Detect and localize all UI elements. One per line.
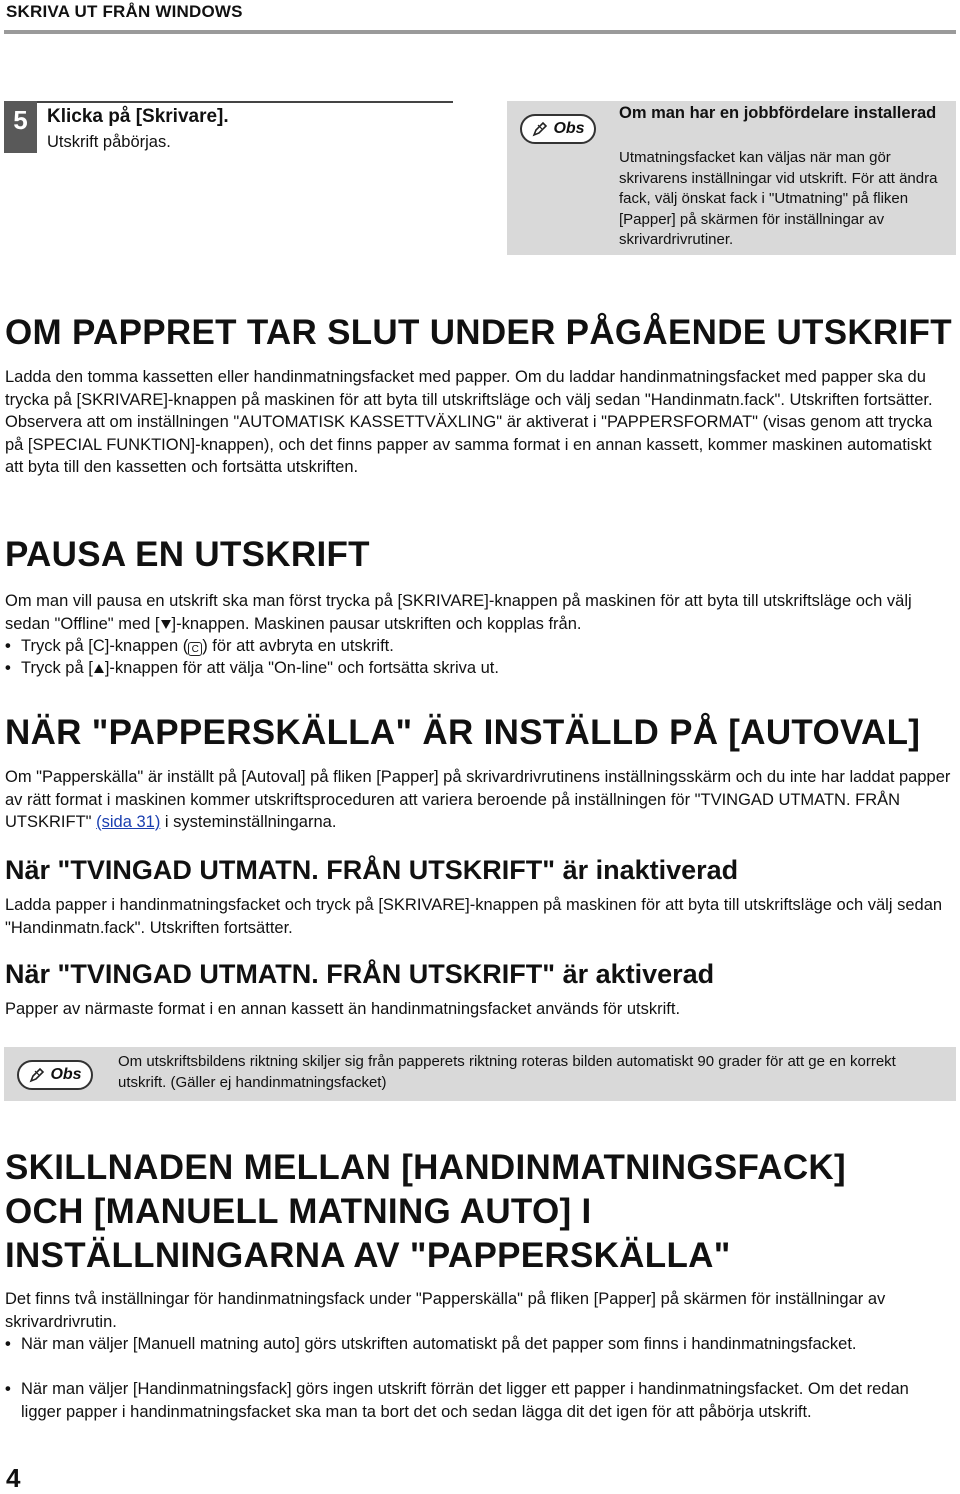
obs-label: Obs xyxy=(50,1066,82,1083)
note-body: Utmatningsfacket kan väljas när man gör skrivarens inställningar vid utskrift. För att ändra fack, välj önskat fack i "Utmatning" på fliken [Papper] på skärmen för inställningar av skrivardrivrutiner. xyxy=(619,149,938,248)
bullet-dot: • xyxy=(5,637,11,655)
bullet-dot: • xyxy=(5,659,11,677)
text-run: Tryck på [ xyxy=(21,659,93,677)
pencil-icon xyxy=(28,1066,46,1084)
heading-line: SKILLNADEN MELLAN [HANDINMATNINGSFACK] xyxy=(5,1148,846,1187)
step-number-badge: 5 xyxy=(4,101,37,153)
subheading-inactive: När "TVINGAD UTMATN. FRÅN UTSKRIFT" är inaktiverad xyxy=(5,855,739,885)
subsection-paragraph: Papper av närmaste format i en annan kassett än handinmatningsfacket används för utskrift. xyxy=(5,1000,681,1018)
bullet-item xyxy=(5,657,945,680)
step-title: Klicka på [Skrivare]. xyxy=(47,106,229,127)
obs-label: Obs xyxy=(553,120,585,137)
c-key-icon: C xyxy=(188,642,202,656)
page-link[interactable]: (sida 31) xyxy=(96,813,161,831)
text-run: ) för att avbryta en utskrift. xyxy=(202,637,394,655)
section-paragraph: Det finns två inställningar för handinmatningsfack under "Papperskälla" på fliken [Papper] på skärmen för inställningar av skrivardrivrutin. xyxy=(5,1290,886,1331)
bullet-text: När man väljer [Handinmatningsfack] görs ingen utskrift förrän det ligger ett papper i handinmatningsfacket. Om det redan ligger papper i handinmatningsfacket ska man ta bort det och sedan lägga dit det igen för att påbörja utskrift. xyxy=(21,1380,909,1421)
running-header: SKRIVA UT FRÅN WINDOWS xyxy=(6,2,243,21)
bullet-item xyxy=(5,1333,945,1356)
section-heading-pause: PAUSA EN UTSKRIFT xyxy=(5,535,370,574)
text-run: Om "Papperskälla" är inställt på [Autoval] på fliken [Papper] på skrivardrivrutinens inställningsskärm och du inte har laddat papper av rätt format i maskinen kommer utskriftsproceduren att variera beroende på inställningen för "TVINGAD UTMATN. FRÅN UTSKRIFT" xyxy=(5,768,951,831)
bullet-item xyxy=(5,1378,945,1423)
obs-badge-mid xyxy=(17,1060,93,1090)
bullet-dot: • xyxy=(5,1335,11,1353)
bullet-dot: • xyxy=(5,1380,11,1398)
page-number: 4 xyxy=(6,1463,21,1493)
obs-badge-top xyxy=(520,114,596,144)
subsection-paragraph: Ladda papper i handinmatningsfacket och tryck på [SKRIVARE]-knappen på maskinen för att byta till utskriftsläge och välj sedan "Handinmatn.fack". Utskriften fortsätter. xyxy=(5,896,943,937)
step-rule xyxy=(37,101,453,103)
subheading-active: När "TVINGAD UTMATN. FRÅN UTSKRIFT" är aktiverad xyxy=(5,959,715,989)
text-run: Tryck på [C]-knappen ( xyxy=(21,637,189,655)
section-paragraph xyxy=(5,590,953,635)
bullet-item xyxy=(5,635,945,658)
section-heading-autoval: NÄR "PAPPERSKÄLLA" ÄR INSTÄLLD PÅ [AUTOVAL] xyxy=(5,713,921,752)
text-run: i systeminställningarna. xyxy=(164,813,337,831)
text-run: Om man vill pausa en utskrift ska man först trycka på [SKRIVARE]-knappen på maskinen för att byta till utskriftsläge och välj sedan "Offline" med [ xyxy=(5,592,912,633)
heading-line: OCH [MANUELL MATNING AUTO] I xyxy=(5,1192,592,1231)
sentence: Ladda den tomma kassetten eller handinmatningsfacket med papper. xyxy=(5,368,511,386)
section-paragraph xyxy=(5,366,953,479)
pencil-icon xyxy=(531,120,549,138)
section-paragraph xyxy=(5,766,953,834)
note-body: Om utskriftsbildens riktning skiljer sig från papperets riktning roteras bilden automatiskt 90 grader för att ge en korrekt utskrift. (Gäller ej handinmatningsfacket) xyxy=(118,1053,896,1091)
step-subtitle: Utskrift påbörjas. xyxy=(47,133,171,151)
sentence: Om du laddar handinmatningsfacket med papper ska du trycka på [SKRIVARE]-knappen på maskinen för att byta till utskriftsläge och välj sedan "Handinmatn.fack". Utskriften fortsätter. Observera att om inställningen "AUTOMATISK KASSETTVÄXLING" är aktiverat i "PAPPERSFORMAT" (visas genom att trycka på [SPECIAL FUNKTION]-knappen), och det finns papper av samma format i en annan kassett, kommer maskinen automatiskt att byta till den kassetten och fortsätta utskriften. xyxy=(5,368,933,476)
section-heading-paper-out: OM PAPPRET TAR SLUT UNDER PÅGÅENDE UTSKRIFT xyxy=(5,313,952,352)
down-arrow-icon xyxy=(160,618,172,630)
text-run: ]-knappen för att välja "On-line" och fortsätta skriva ut. xyxy=(104,659,499,677)
bullet-text xyxy=(21,657,499,680)
header-rule xyxy=(4,30,956,34)
note-title: Om man har en jobbfördelare installerad xyxy=(619,104,937,122)
heading-line: INSTÄLLNINGARNA AV "PAPPERSKÄLLA" xyxy=(5,1236,731,1275)
text-run: ]-knappen. Maskinen pausar utskriften och kopplas från. xyxy=(171,614,582,633)
section-heading-difference xyxy=(5,1146,846,1278)
bullet-text: När man väljer [Manuell matning auto] görs utskriften automatiskt på det papper som finns i handinmatningsfacket. xyxy=(21,1335,857,1353)
up-arrow-icon xyxy=(93,662,105,674)
bullet-text xyxy=(21,635,394,658)
